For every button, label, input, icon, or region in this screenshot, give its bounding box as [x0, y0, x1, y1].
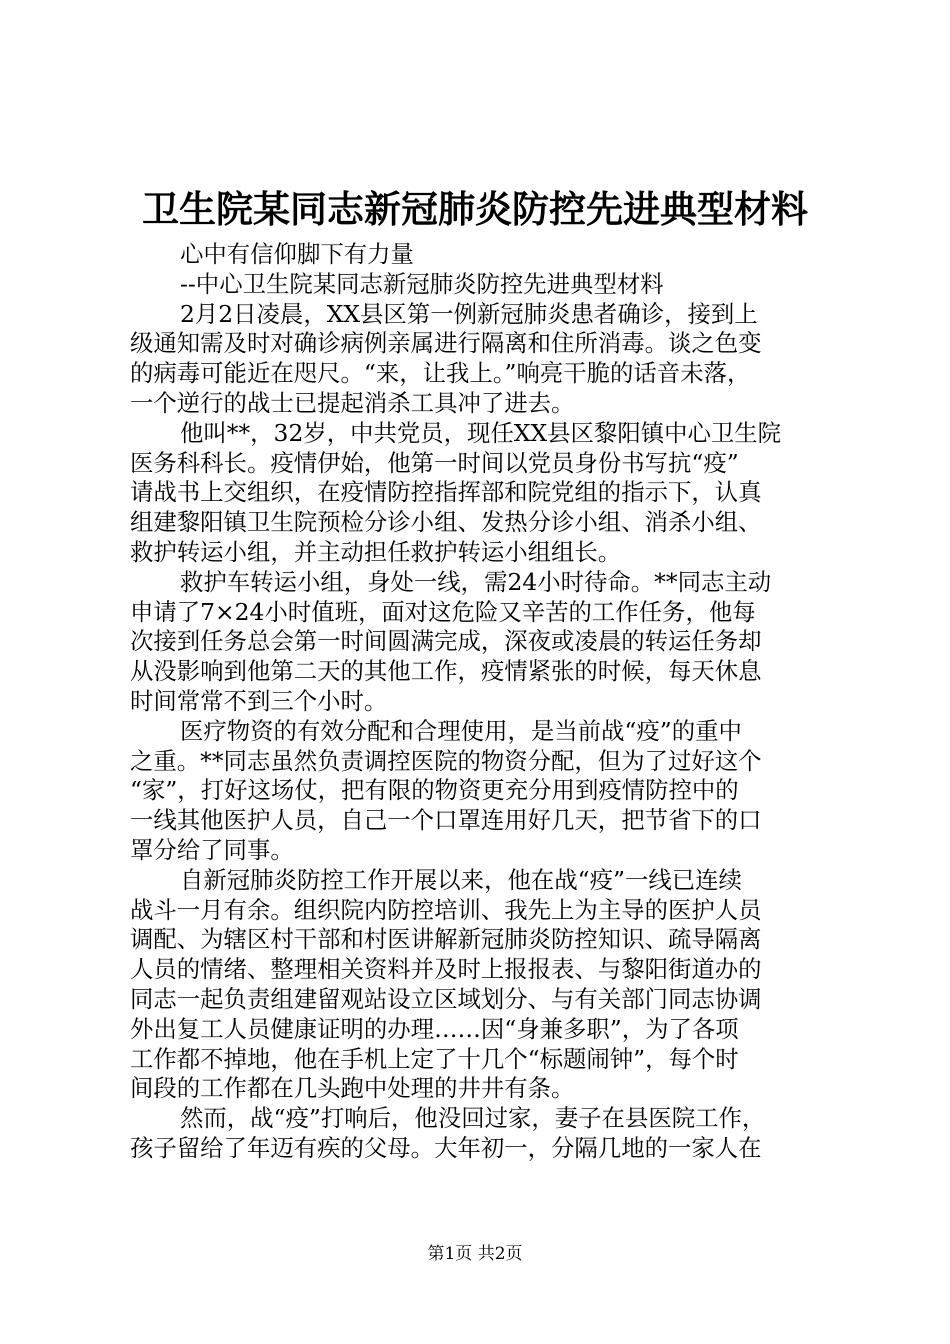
document-title: 卫生院某同志新冠肺炎防控先进典型材料 [142, 187, 808, 231]
paragraph-line: 工作都不掉地，他在手机上定了十几个“标题闹钟”，每个时 [130, 1044, 739, 1073]
paragraph-line: 的病毒可能近在咫尺。“来，让我上。”响亮干脆的话音未落， [130, 359, 751, 388]
document-body [130, 240, 832, 1164]
paragraph-line: 一个逆行的战士已提起消杀工具冲了进去。 [130, 388, 575, 417]
paragraph-line: 人员的情绪、整理相关资料并及时上报报表、与黎阳街道办的 [130, 955, 762, 984]
paragraph-line: 申请了7×24小时值班，面对这危险又辛苦的工作任务，他每 [130, 597, 756, 626]
subtitle-line: 心中有信仰脚下有力量 [180, 240, 414, 268]
paragraph-line: 2月2日凌晨，XX县区第一例新冠肺炎患者确诊，接到上 [180, 299, 758, 328]
paragraph-line: “家”，打好这场仗，把有限的物资更充分用到疫情防控中的 [130, 776, 739, 805]
paragraph-line: 组建黎阳镇卫生院预检分诊小组、发热分诊小组、消杀小组、 [130, 508, 762, 537]
paragraph-line: 救护车转运小组，身处一线，需24小时待命。**同志主动 [180, 567, 772, 596]
paragraph-line: 他叫**，32岁，中共党员，现任XX县区黎阳镇中心卫生院 [180, 418, 782, 447]
paragraph-line: 一线其他医护人员，自己一个口罩连用好几天，把节省下的口 [130, 806, 762, 835]
paragraph-line: 自新冠肺炎防控工作开展以来，他在战“疫”一线已连续 [180, 865, 742, 894]
paragraph-line: 战斗一月有余。组织院内防控培训、我先上为主导的医护人员 [130, 895, 762, 924]
paragraph-line: 间段的工作都在几头跑中处理的井井有条。 [130, 1074, 575, 1103]
subtitle-line: --中心卫生院某同志新冠肺炎防控先进典型材料 [180, 269, 664, 298]
paragraph-line: 时间常常不到三个小时。 [130, 686, 388, 715]
paragraph-line: 级通知需及时对确诊病例亲属进行隔离和住所消毒。谈之色变 [130, 329, 762, 358]
paragraph-line: 调配、为辖区村干部和村医讲解新冠肺炎防控知识、疏导隔离 [130, 925, 762, 954]
paragraph-line: 从没影响到他第二天的其他工作，疫情紧张的时候，每天休息 [130, 657, 762, 686]
paragraph-line: 然而，战“疫”打响后，他没回过家，妻子在县医院工作， [180, 1104, 766, 1133]
paragraph-line: 医务科科长。疫情伊始，他第一时间以党员身份书写抗“疫” [130, 448, 739, 477]
paragraph-line: 罩分给了同事。 [130, 835, 294, 864]
paragraph-line: 外出复工人员健康证明的办理……因“身兼多职”，为了各项 [130, 1014, 739, 1043]
paragraph-line: 次接到任务总会第一时间圆满完成，深夜或凌晨的转运任务却 [130, 627, 762, 656]
paragraph-line: 同志一起负责组建留观站设立区域划分、与有关部门同志协调 [130, 984, 762, 1013]
page-footer: 第1页 共2页 [427, 1244, 523, 1264]
paragraph-line: 孩子留给了年迈有疾的父母。大年初一，分隔几地的一家人在 [130, 1133, 762, 1162]
paragraph-line: 请战书上交组织，在疫情防控指挥部和院党组的指示下，认真 [130, 478, 762, 507]
paragraph-line: 医疗物资的有效分配和合理使用，是当前战“疫”的重中 [180, 716, 742, 745]
paragraph-line: 之重。**同志虽然负责调控医院的物资分配，但为了过好这个 [130, 746, 762, 775]
paragraph-line: 救护转运小组，并主动担任救护转运小组组长。 [130, 537, 622, 566]
